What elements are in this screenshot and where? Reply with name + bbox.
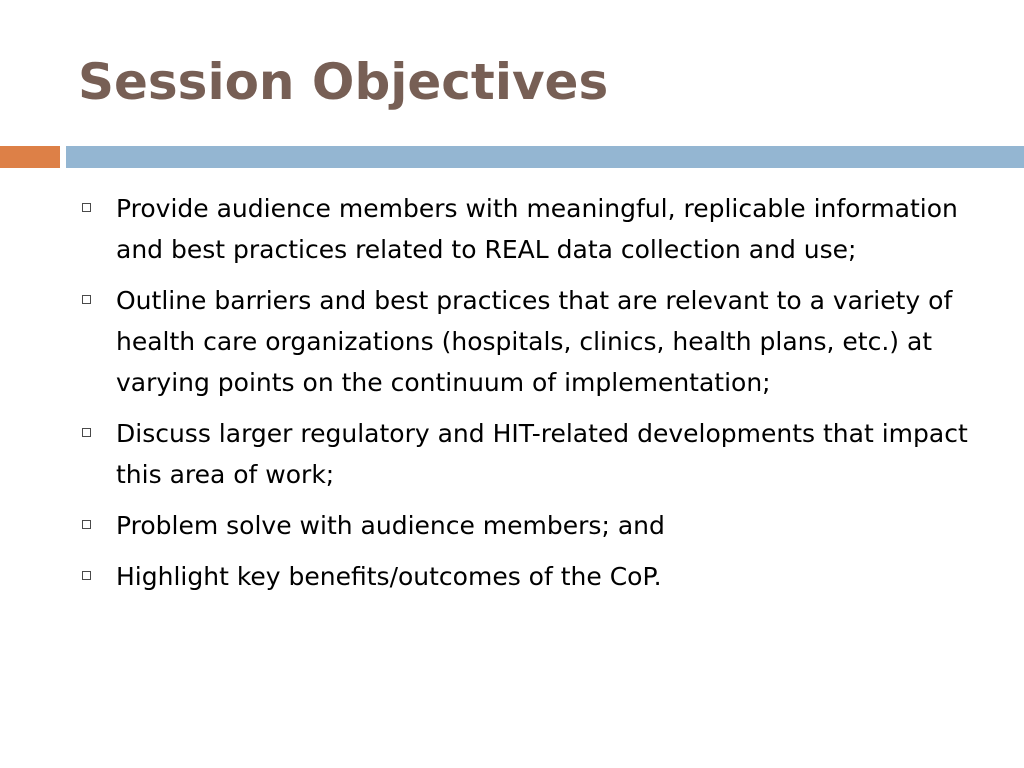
objective-text: Problem solve with audience members; and — [116, 511, 665, 540]
slide-title: Session Objectives — [78, 53, 609, 111]
objective-text: Discuss larger regulatory and HIT-related developments that impact this area of work; — [116, 419, 968, 489]
objective-item — [80, 556, 970, 597]
hollow-square-icon — [82, 295, 91, 304]
hollow-square-icon — [82, 428, 91, 437]
objective-item — [80, 505, 970, 546]
objective-item — [80, 188, 970, 270]
objective-text: Highlight key benefits/outcomes of the CoP. — [116, 562, 662, 591]
objective-text: Outline barriers and best practices that are relevant to a variety of health care organizations (hospitals, clinics, health plans, etc.) at varying points on the continuum of implementation; — [116, 286, 953, 397]
accent-bar-blue — [66, 146, 1024, 168]
accent-bar-orange — [0, 146, 60, 168]
objective-item — [80, 280, 970, 403]
objective-text: Provide audience members with meaningful, replicable information and best practices related to REAL data collection and use; — [116, 194, 958, 264]
objectives-list — [80, 188, 970, 607]
objective-item — [80, 413, 970, 495]
hollow-square-icon — [82, 203, 91, 212]
hollow-square-icon — [82, 520, 91, 529]
hollow-square-icon — [82, 571, 91, 580]
